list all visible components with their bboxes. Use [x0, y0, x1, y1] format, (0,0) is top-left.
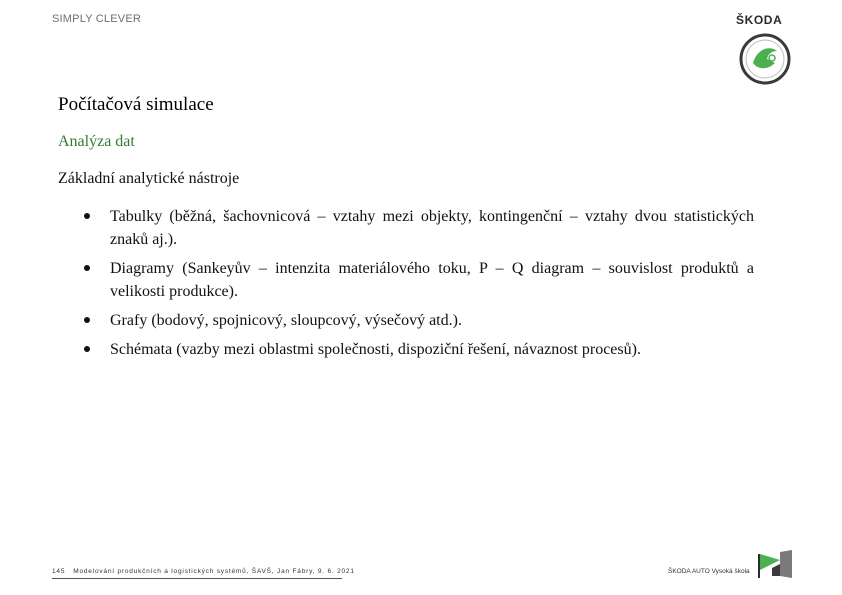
list-item [82, 309, 754, 332]
bullet-text: Schémata (vazby mezi oblastmi společnosti, dispoziční řešení, návaznost procesů). [110, 341, 641, 358]
school-flag-icon [758, 550, 792, 578]
bullet-icon [84, 317, 90, 323]
skoda-logo-icon [739, 33, 791, 85]
list-item [82, 338, 754, 361]
bullet-icon [84, 346, 90, 352]
bullet-text: Tabulky (běžná, šachovnicová – vztahy mezi objekty, kontingenční – vztahy dvou statistických znaků aj.). [110, 208, 754, 248]
bullet-list [82, 205, 754, 367]
bullet-icon [84, 265, 90, 271]
footer [52, 568, 355, 575]
footer-text: Modelování produkčních a logistických systémů, ŠAVŠ, Jan Fábry, 9. 6. 2021 [73, 568, 355, 575]
school-name: ŠKODA AUTO Vysoká škola [668, 568, 750, 575]
footer-divider [52, 578, 342, 579]
brand-name: ŠKODA [736, 13, 783, 27]
bullet-icon [84, 213, 90, 219]
list-item [82, 257, 754, 303]
tagline: SIMPLY CLEVER [52, 13, 142, 25]
list-item [82, 205, 754, 251]
bullet-text: Grafy (bodový, spojnicový, sloupcový, výsečový atd.). [110, 312, 462, 329]
slide-subtitle: Analýza dat [58, 133, 135, 150]
slide-title: Počítačová simulace [58, 94, 214, 115]
bullet-text: Diagramy (Sankeyův – intenzita materiálového toku, P – Q diagram – souvislost produktů a velikosti produkce). [110, 260, 754, 300]
page-number: 145 [52, 568, 66, 575]
intro-text: Základní analytické nástroje [58, 170, 240, 187]
